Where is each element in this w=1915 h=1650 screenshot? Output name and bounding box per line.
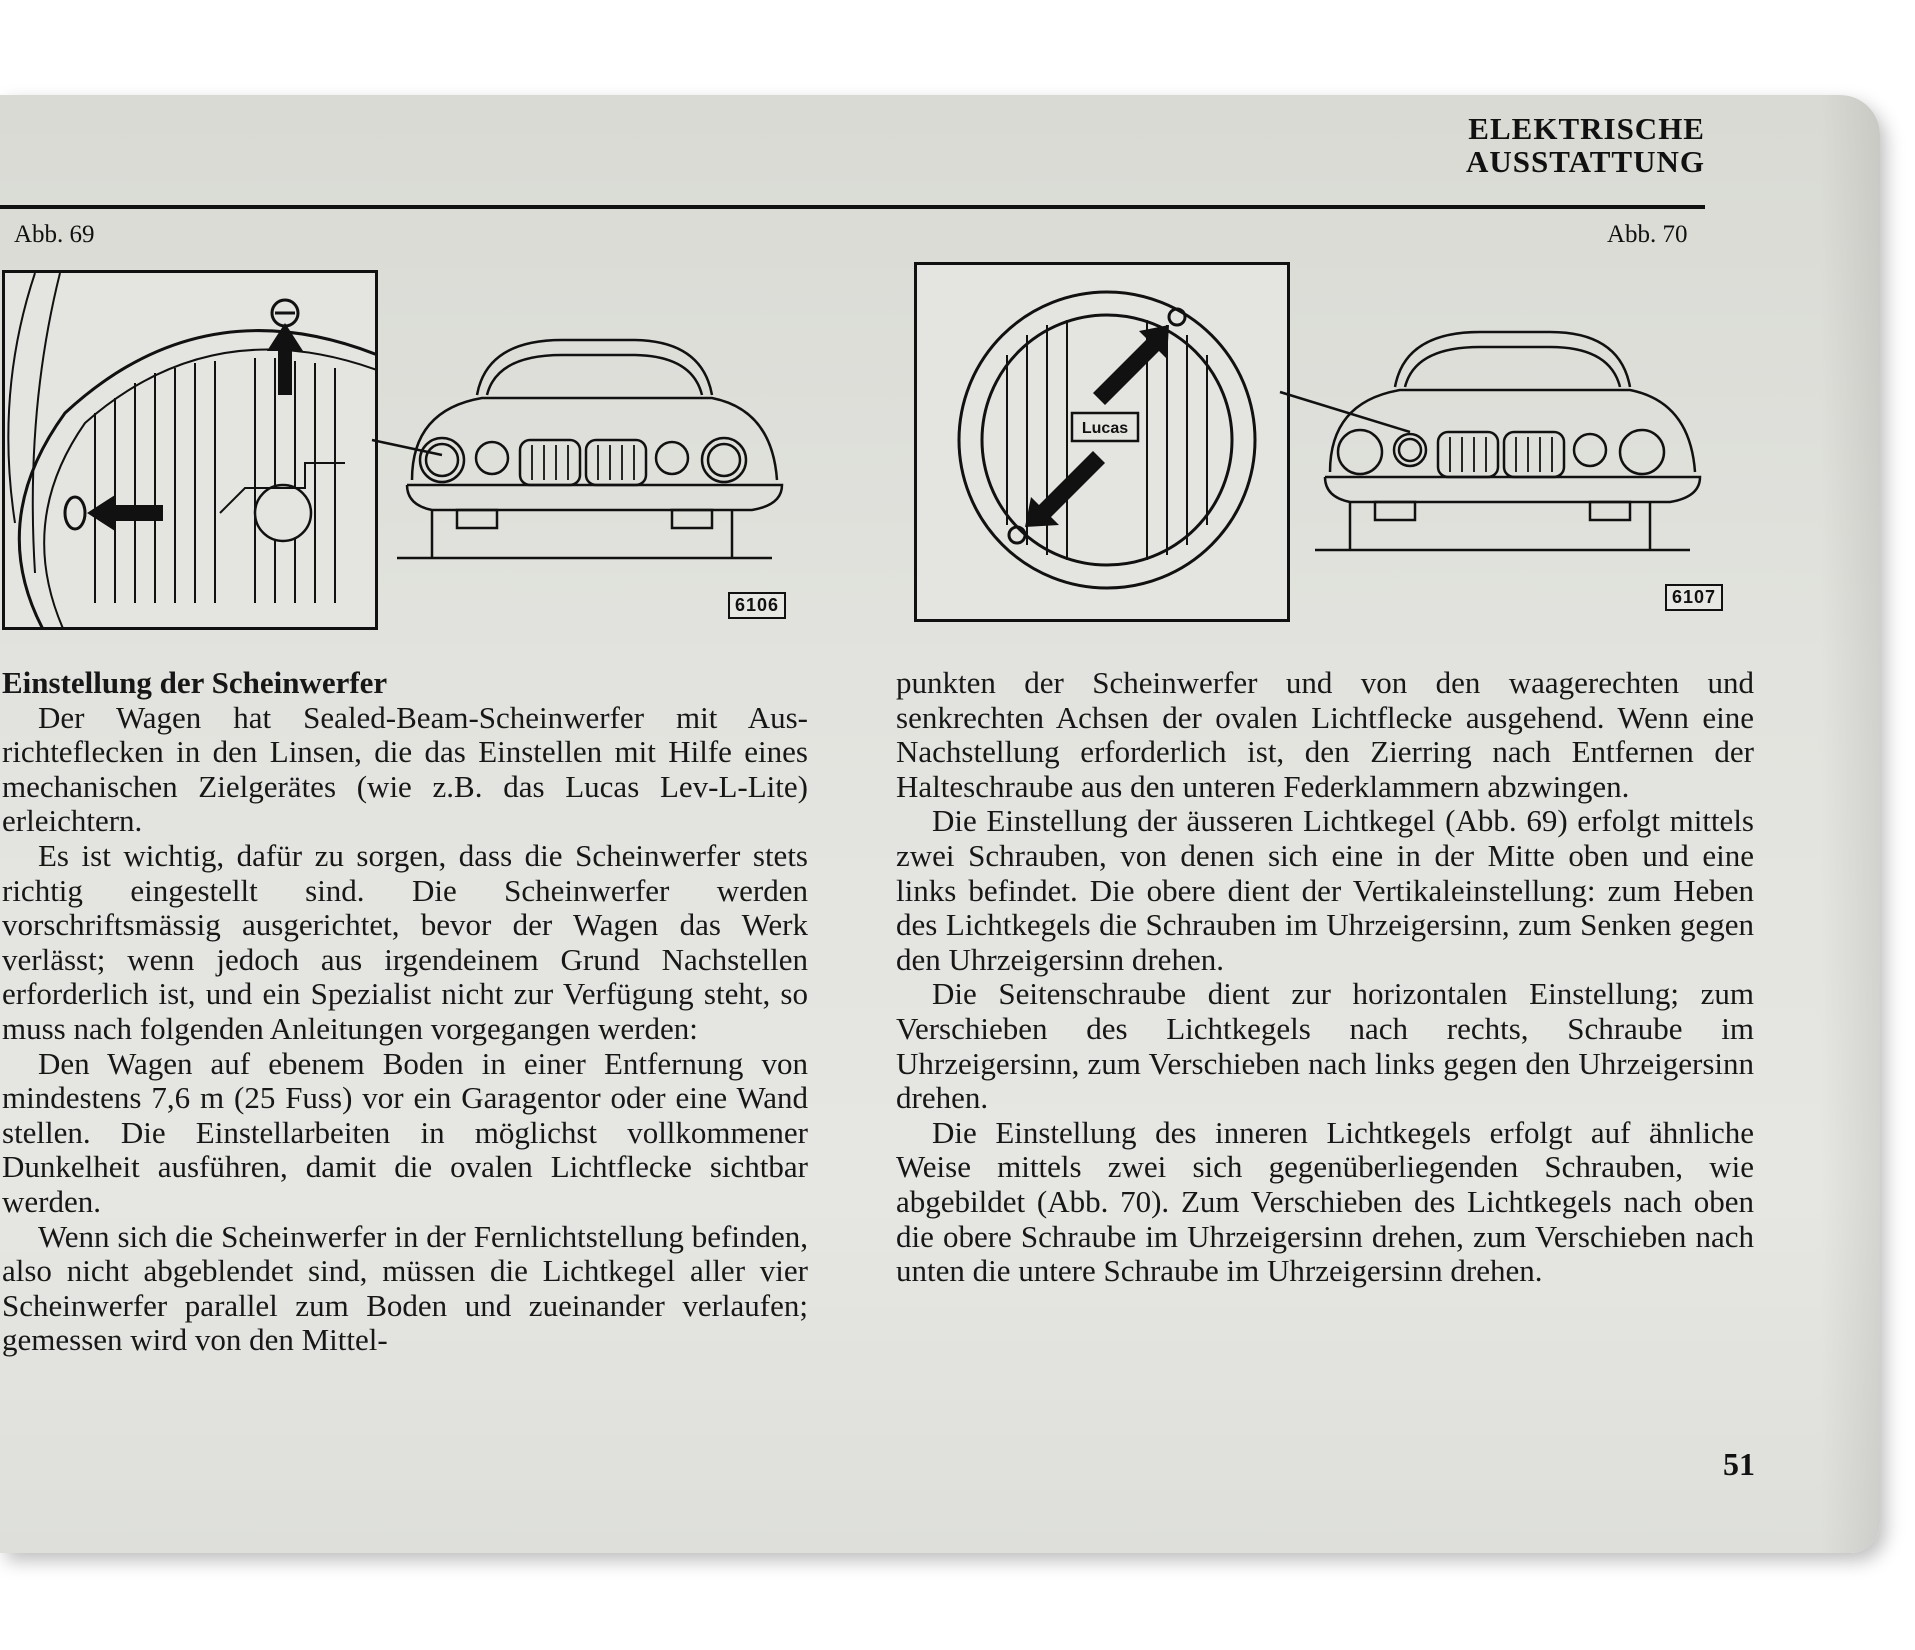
headlamp-outer-illustration xyxy=(5,273,375,627)
left-paragraph-2: Es ist wichtig, dafür zu sorgen, dass die Scheinwerfer stets richtig eingestellt sind. Die Scheinwerfer werden vorschriftsmässig ausgerichtet, bevor der Wagen das Werk verlässt; wenn jedoch aus irgendeinem Grund Nachstellen erforderlich ist, und ein Spezialist nicht zur Verfügung steht, so muss nach folgenden Anleitungen vorgegangen werden: xyxy=(2,837,808,1046)
left-paragraph-1: Der Wagen hat Sealed-Beam-Scheinwerfer mit Aus-richteflecken in den Linsen, die das Einstellen mit Hilfe eines mechanischen Zielgerätes (wie z.B. das Lucas Lev-L-Lite) erleichtern. xyxy=(2,699,808,839)
figure-label-69: Abb. 69 xyxy=(14,221,95,248)
diagonal-up-arrow-icon xyxy=(1093,325,1169,405)
left-paragraph-4: Wenn sich die Scheinwerfer in der Fernlichtstellung befinden, also nicht abgeblendet sind, müssen die Lichtkegel aller vier Scheinwerfer parallel zum Boden und zueinander verlaufen; gemessen wird von den Mittel- xyxy=(2,1218,808,1358)
section-header xyxy=(1466,112,1705,178)
left-arrow-icon xyxy=(87,495,163,531)
right-text-column xyxy=(896,666,1754,1289)
figure-69-detail xyxy=(2,270,378,630)
right-paragraph-3: Die Seitenschraube dient zur horizontalen Einstellung; zum Verschieben des Lichtkegels nach rechts, Schraube im Uhrzeigersinn, zum Verschieben nach links gegen den Uhrzeigersinn drehen. xyxy=(896,976,1754,1116)
figure-number-6107: 6107 xyxy=(1665,584,1723,611)
section-header-line1: ELEKTRISCHE xyxy=(1468,111,1705,146)
right-paragraph-2: Die Einstellung der äusseren Lichtkegel (Abb. 69) erfolgt mittels zwei Schrauben, von denen sich eine in der Mitte oben und eine links befindet. Die obere dient der Vertikaleinstellung: zum Heben des Lichtkegels die Schrauben im Uhrzeigersinn, zum Senken gegen den Uhrzeigersinn drehen. xyxy=(896,803,1754,977)
figure-number-6106: 6106 xyxy=(728,592,786,619)
figure-70-detail xyxy=(914,262,1290,622)
lens-brand-text: Lucas xyxy=(1081,420,1129,437)
page-number: 51 xyxy=(1723,1446,1755,1482)
left-paragraph-3: Den Wagen auf ebenem Boden in einer Entfernung von mindestens 7,6 m (25 Fuss) vor ein Garagentor oder eine Wand stellen. Die Einstellarbeiten in möglichst vollkommener Dunkelheit ausführen, damit die ovalen Lichtflecke sichtbar werden. xyxy=(2,1045,808,1219)
left-text-column xyxy=(2,666,808,1358)
car-front-view-illustration-69 xyxy=(372,330,782,560)
page-shadow xyxy=(1820,95,1880,1553)
headlamp-inner-illustration xyxy=(917,265,1287,619)
section-heading: Einstellung der Scheinwerfer xyxy=(2,665,388,700)
diagonal-down-arrow-icon xyxy=(1025,451,1105,527)
car-front-view-illustration-70 xyxy=(1280,322,1700,552)
section-header-line2: AUSSTATTUNG xyxy=(1466,144,1705,179)
figure-label-70: Abb. 70 xyxy=(1607,221,1688,248)
right-paragraph-1: punkten der Scheinwerfer und von den waagerechten und senkrechten Achsen der ovalen Lichtflecke ausgehend. Wenn eine Nachstellung erforderlich ist, den Zierring nach Entfernen der Halteschraube aus den unteren Federklammern abzwingen. xyxy=(896,665,1754,804)
right-paragraph-4: Die Einstellung des inneren Lichtkegels erfolgt auf ähnliche Weise mittels zwei sich gegenüberliegenden Schrauben, wie abgebildet (Abb. 70). Zum Verschieben des Lichtkegels nach oben die obere Schraube im Uhrzeigersinn drehen, zum Verschieben nach unten die untere Schraube im Uhrzeigersinn drehen. xyxy=(896,1114,1754,1289)
header-rule xyxy=(0,205,1705,209)
